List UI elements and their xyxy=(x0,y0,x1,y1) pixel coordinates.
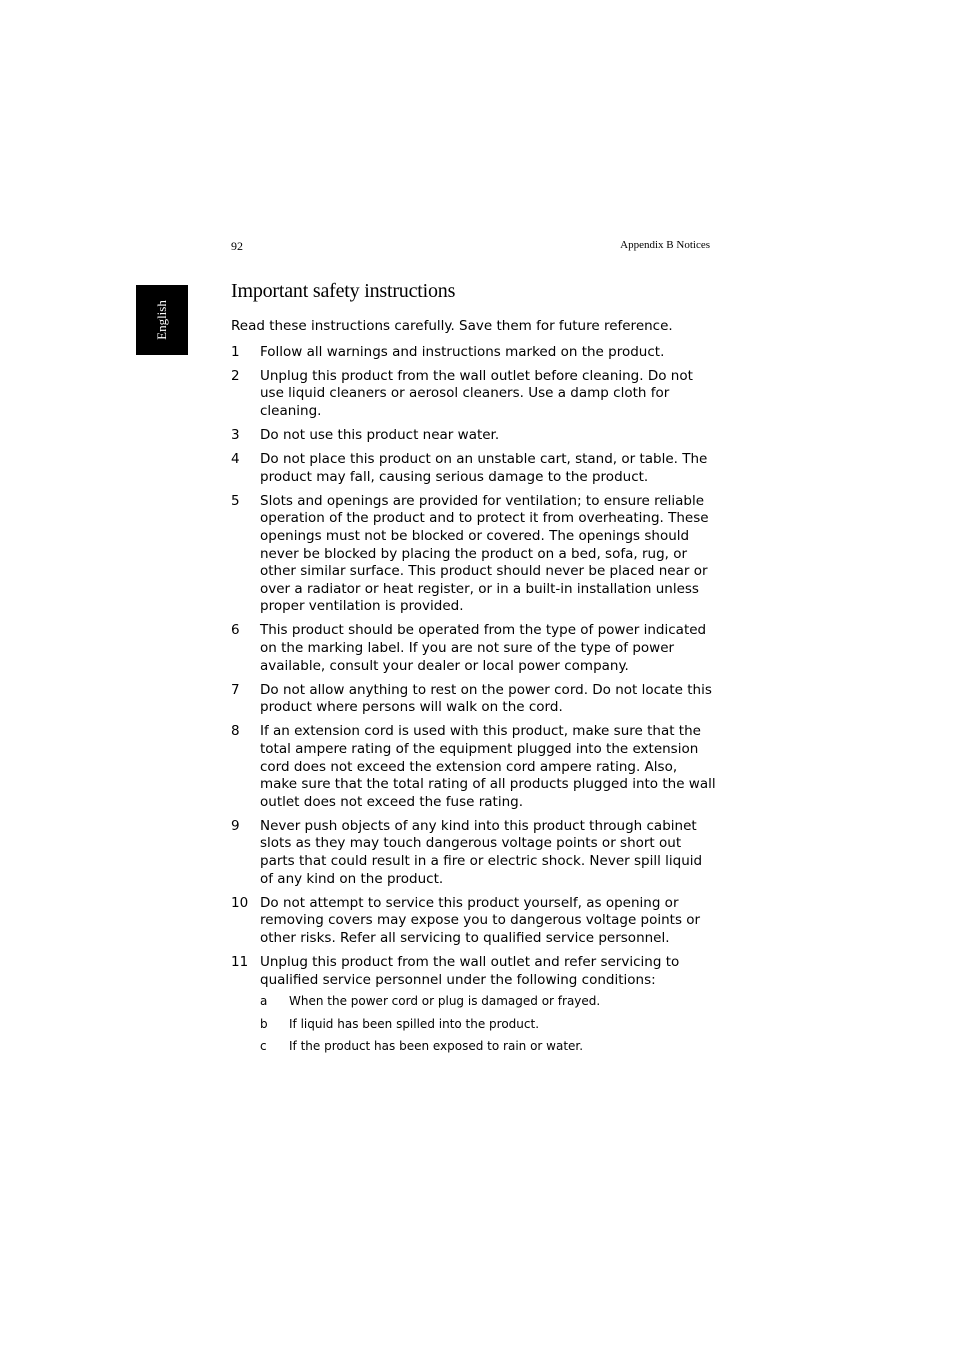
item-number: 9 xyxy=(231,817,240,834)
item-text: If an extension cord is used with this product, make sure that the total ampere rating of the equipment plugged into the extension cord does not exceed the extension cord ampere rating. Also, make sure that the total rating of all products plugged into the wall outlet does not exceed the fuse rating. xyxy=(260,723,716,810)
page-number: 92 xyxy=(231,239,243,253)
item-text: Do not place this product on an unstable cart, stand, or table. The product may fall, causing serious damage to the product. xyxy=(260,451,708,485)
sub-item-letter: a xyxy=(260,994,268,1009)
sub-item xyxy=(260,1039,716,1054)
sub-item xyxy=(260,1017,716,1032)
item-number: 2 xyxy=(231,367,240,384)
item-text: This product should be operated from the type of power indicated on the marking label. If you are not sure of the type of power available, consult your dealer or local power company. xyxy=(260,622,707,674)
sub-item-text: If the product has been exposed to rain or water. xyxy=(289,1039,584,1054)
item-number: 3 xyxy=(231,426,240,443)
list-item xyxy=(231,368,716,421)
language-tab xyxy=(136,285,188,355)
list-item xyxy=(231,344,716,362)
list-item xyxy=(231,818,716,888)
sub-item-letter: b xyxy=(260,1016,268,1031)
item-text: Do not use this product near water. xyxy=(260,426,500,443)
item-text: Follow all warnings and instructions marked on the product. xyxy=(260,343,665,360)
sub-item xyxy=(260,994,716,1009)
list-item xyxy=(231,682,716,717)
item-number: 11 xyxy=(231,954,249,970)
section-header: Appendix B Notices xyxy=(620,239,710,251)
item-number: 10 xyxy=(231,894,249,911)
item-number: 4 xyxy=(231,451,240,468)
item-number: 1 xyxy=(231,343,240,360)
instructions-list xyxy=(231,344,716,1062)
list-item xyxy=(231,895,716,948)
sub-item-text: When the power cord or plug is damaged or frayed. xyxy=(289,994,601,1009)
item-number: 6 xyxy=(231,622,240,639)
sub-item-text: If liquid has been spilled into the product. xyxy=(289,1016,540,1031)
item-text: Do not allow anything to rest on the power cord. Do not locate this product where persons will walk on the cord. xyxy=(260,681,712,716)
item-text: Never push objects of any kind into this product through cabinet slots as they may touch dangerous voltage points or short out parts that could result in a fire or electric shock. Never spill liquid of any kind on the product. xyxy=(260,817,703,887)
item-text: Unplug this product from the wall outlet before cleaning. Do not use liquid cleaners or aerosol cleaners. Use a damp cloth for cleaning. xyxy=(260,367,693,419)
list-item xyxy=(231,622,716,675)
intro-text: Read these instructions carefully. Save them for future reference. xyxy=(231,318,673,334)
item-text: Do not attempt to service this product yourself, as opening or removing covers may expose you to dangerous voltage points or other risks. Refer all servicing to qualified service personnel. xyxy=(260,894,701,946)
item-text: Unplug this product from the wall outlet and refer servicing to qualified service personnel under the following conditions: xyxy=(260,954,680,988)
sub-item-letter: c xyxy=(260,1039,267,1054)
item-number: 7 xyxy=(231,681,240,698)
page-title: Important safety instructions xyxy=(231,280,456,302)
item-body xyxy=(260,954,716,1062)
item-text: Slots and openings are provided for ventilation; to ensure reliable operation of the product and to protect it from overheating. These openings must not be blocked or covered. The openings should never be blocked by placing the product on a bed, sofa, rug, or other similar surface. This product should never be placed near or over a radiator or heat register, or in a built-in installation unless proper ventilation is provided. xyxy=(260,492,709,615)
item-number: 5 xyxy=(231,492,240,509)
list-item xyxy=(231,451,716,486)
item-number: 8 xyxy=(231,723,240,740)
list-item xyxy=(231,493,716,616)
list-item xyxy=(231,954,716,1062)
conditions-list xyxy=(260,994,716,1054)
language-tab-label: English xyxy=(153,300,169,340)
instructions-body xyxy=(231,318,716,1068)
list-item xyxy=(231,723,716,811)
list-item xyxy=(231,427,716,445)
